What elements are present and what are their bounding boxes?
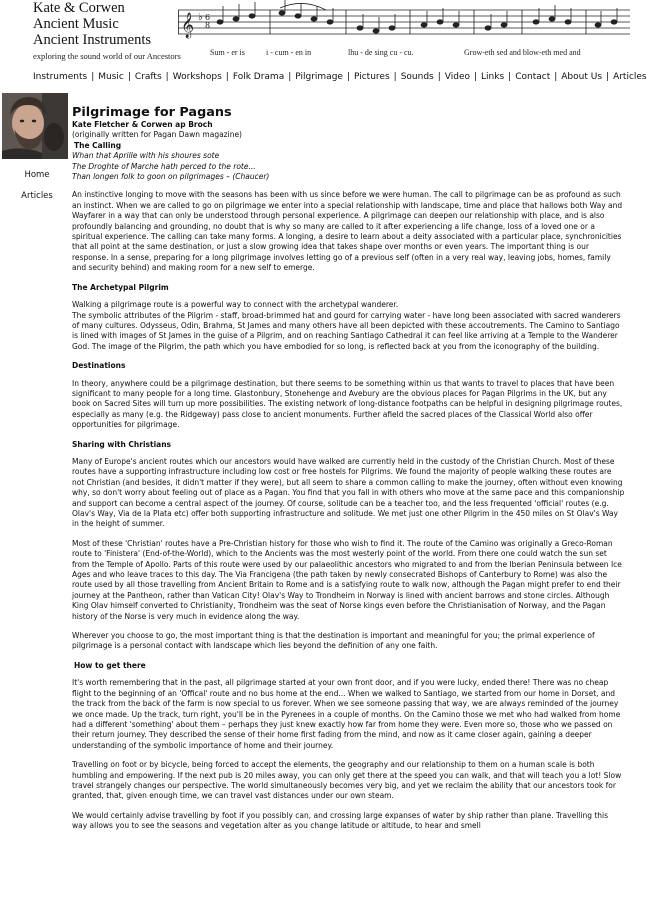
- nav-crafts[interactable]: Crafts: [134, 72, 162, 82]
- paragraph-sharing-3: Wherever you choose to go, the most important thing is that the destination is important and meaningful for you; the primal experience of pilgrimage is a personal contact with landscape which lies beyond the definition of any one faith.: [72, 631, 595, 651]
- nav-separator: |: [554, 72, 558, 82]
- site-title-line-1[interactable]: Kate & Corwen: [33, 0, 125, 16]
- nav-separator: |: [225, 72, 229, 82]
- article-origin-note: (originally written for Pagan Dawn magazine): [72, 130, 242, 140]
- section-heading-howto: How to get there: [74, 660, 146, 670]
- paragraph-howto-2: Travelling on foot or by bicycle, being forced to accept the elements, the geography and our relationship to them on a human scale is both humbling and empowering. If the next pub is 20 miles away, you can only get there at the speed you can walk, and that will teach you a lot! Slow travel strangely changes our perspective. The world simultaneously becomes very big, and yet we reclaim the ability that our ancestors took for granted, that, given enough time, we can travel vast distances under our own steam.: [72, 760, 622, 801]
- music-notation-banner: [178, 2, 630, 64]
- top-nav: [33, 72, 647, 82]
- verse-line-2: The Droghte of Marche hath perced to the rote...: [72, 161, 256, 171]
- nav-about-us[interactable]: About Us: [561, 72, 603, 82]
- nav-contact[interactable]: Contact: [515, 72, 551, 82]
- nav-video[interactable]: Video: [444, 72, 470, 82]
- paragraph-calling: An instinctive longing to move with the seasons has been with us since before we were human. The call to pilgrimage can be as profound as such an instinct. When we are called to go on pilgrimage we enter into a special relationship with landscape, time and place that hallows both Way and Wayfarer in a way that can only be understood through personal experience. A pilgrimage can deepen our relationship with place, and is also profoundly balancing and grounding, no doubt that is why so many are called to it after experiencing a life change, loss of a loved one or a spiritual experience. The calling can take many forms. A longing, a desire to learn about a deity associated with a particular place, synchronicities that all point at the same destination, or just a slow growing idea that takes shape over months or even years. The important thing is our response. In a sense, preparing for a long pilgrimage involves letting go of a previous self (often in a very real way, leaving jobs, homes, family and security behind) and making room for a new self to emerge.: [72, 190, 623, 273]
- paragraph-destinations: In theory, anywhere could be a pilgrimage destination, but there seems to be something within us that wants to travel to places that have been significant to many people for a long time. Glastonbury, Stonehenge and Avebury are the obvious places for Pagan Pilgrims in the UK, but any book on Sacred Sites will turn up more possibilities. The existing network of long-distance footpaths can be helpful in designing pilgrimage routes, especially as many (e.g. the Ridgeway) pass close to ancient monuments. Further afield the sacred places of the Classical World also offer opportunities for pilgrimage.: [72, 378, 623, 430]
- svg-text:♭: ♭: [198, 12, 203, 23]
- section-heading-archetypal: The Archetypal Pilgrim: [72, 282, 169, 292]
- author-photo: [2, 93, 68, 159]
- article-byline: Kate Fletcher & Corwen ap Broch: [72, 120, 213, 129]
- nav-links[interactable]: Links: [481, 72, 505, 82]
- nav-separator: |: [165, 72, 169, 82]
- paragraph-sharing-1: Many of Europe's ancient routes which our ancestors would have walked are currently held in the custody of the Christian Church. Most of these routes have a supporting infrastructure including low cost or free hostels for Pilgrims. We found the majority of people walking these routes are not Christian (and besides, it didn't matter if they were), but all seem to share a common calling to make the journey, often without even knowing why, so don't worry about feeling out of place as a Pagan. You find that you fall in with others who move at the same pace and this companionship and support can become a central aspect of the journey. Of course, solitude can be a teacher too, and the less frequented 'official' routes (e.g. Olav's Way, Via de la Plata etc) offer both supporting infrastructure and solitude. We met just one other Pilgrim in the 450 miles on St Olav's Way in the height of summer.: [72, 456, 625, 529]
- lyric-3: lhu - de sing cu - cu.: [348, 48, 414, 57]
- nav-separator: |: [606, 72, 610, 82]
- site-banner: [0, 0, 630, 64]
- paragraph-howto-3: We would certainly advise travelling by foot if you possibly can, and crossing large expanses of water by ship rather than plane. Travelling this way allows you to see the seasons and vegetation alter as you change latitude or altitude, to hear and smell: [72, 810, 609, 831]
- nav-music[interactable]: Music: [98, 72, 124, 82]
- nav-separator: |: [91, 72, 95, 82]
- section-heading-calling: The Calling: [74, 140, 122, 150]
- svg-text:8: 8: [205, 21, 211, 30]
- nav-separator: |: [473, 72, 478, 82]
- section-heading-sharing: Sharing with Christians: [72, 439, 172, 449]
- sidebar-item-articles[interactable]: Articles: [21, 191, 53, 201]
- music-staff-graphic: [178, 2, 630, 46]
- nav-separator: |: [393, 72, 397, 82]
- author-photo-graphic: [2, 93, 68, 159]
- paragraph-sharing-2: Most of these 'Christian' routes have a Pre-Christian history for those who wish to find it. The route of the Camino was originally a Greco-Roman route to 'Finistera' (End-of-the-World), which to the Ancients was the most westerly point of the world. From there one could watch the sun set from the Temple of Apollo. Parts of this route were used by our palaeolithic ancestors who migrated to and from the Iberian Peninsula between Ice Ages and who leave traces to this day. The Via Francigena (the path taken by newly consecrated Bishops of Canterbury to Rome) was also the route used by all those travelling from Ancient Britain to Rome and is a satisfying route to walk now, although the Pagan might prefer to end their journey at the Pantheon, rather than Vatican City! Olav's Way to Trondheim in Norway is lined with ancient barrows and stone circles. Although King Olav himself converted to Christianity, Trondheim was the seat of Norse kings even before the Christianisation of Norway, and the Pagan history of the Norse is very much in evidence along the way.: [72, 538, 622, 621]
- site-title-line-3[interactable]: Ancient Instruments: [33, 32, 151, 48]
- nav-separator: |: [508, 72, 512, 82]
- nav-pilgrimage[interactable]: Pilgrimage: [295, 72, 343, 82]
- paragraph-archetypal: Walking a pilgrimage route is a powerful way to connect with the archetypal wanderer. The symbolic attributes of the Pilgrim - staff, broad-brimmed hat and gourd for carrying water - have long been associated with sacred wanderers of many cultures. Odysseus, Odin, Brahma, St James and many others have all been depicted with these accoutrements. The Camino to Santiago is lined with images of St James in the guise of a Pilgrim, and on reaching Santiago Cathedral it can feel like arriving at a Temple to the Wanderer God. The image of the Pilgrim, the path which you have embodied for so long, is reflected back at you from the iconography of the building.: [72, 300, 621, 351]
- section-heading-destinations: Destinations: [72, 361, 126, 371]
- svg-text:6: 6: [205, 13, 211, 22]
- sidebar-nav: [0, 170, 70, 201]
- nav-separator: |: [288, 72, 292, 82]
- article-title: Pilgrimage for Pagans: [72, 105, 232, 120]
- verse-line-3: Than longen folk to goon on pilgrimages – (Chaucer): [72, 172, 270, 182]
- nav-sounds[interactable]: Sounds: [400, 72, 434, 82]
- paragraph-howto-1: It's worth remembering that in the past, all pilgrimage started at your own front door, and if you were lucky, ended there! There was no cheap flight to the beginning of an 'Offical' route and no bus home at the end... When we walked to Santiago, we started from our home in Dorset, and the track from the back of the farm is now special to us forever. When we see someone passing that way, we are always reminded of the journey we once made. Up the track, turn right, you'll be in the Pyrenees in a couple of months. On the Camino those we met who had walked from home had a different 'something' about them – perhaps they just knew exactly how far from home they were. Even more so, those who we passed on their return journey. They described the sense of their home first fading from the mind, and now as it came closer again, gaining a deeper understanding of the symbolic importance of home and their journey.: [72, 678, 621, 750]
- nav-separator: |: [437, 72, 441, 82]
- site-title-line-2[interactable]: Ancient Music: [33, 16, 119, 32]
- nav-articles[interactable]: Articles: [613, 72, 647, 82]
- site-tagline: exploring the sound world of our Ancestors: [33, 51, 181, 61]
- lyric-2: i - cum - en in: [266, 48, 312, 57]
- sidebar-item-home[interactable]: Home: [24, 170, 50, 180]
- article-content: [72, 105, 625, 924]
- nav-separator: |: [127, 72, 131, 82]
- nav-folk-drama[interactable]: Folk Drama: [232, 72, 285, 82]
- nav-instruments[interactable]: Instruments: [33, 72, 88, 82]
- svg-text:𝄞: 𝄞: [181, 13, 195, 38]
- nav-separator: |: [346, 72, 350, 82]
- lyric-4: Grow-eth sed and blow-eth med and: [464, 48, 581, 57]
- nav-pictures[interactable]: Pictures: [354, 72, 390, 82]
- lyric-1: Sum - er is: [210, 48, 245, 57]
- nav-workshops[interactable]: Workshops: [172, 72, 222, 82]
- verse-line-1: Whan that Aprille with his shoures sote: [72, 151, 220, 161]
